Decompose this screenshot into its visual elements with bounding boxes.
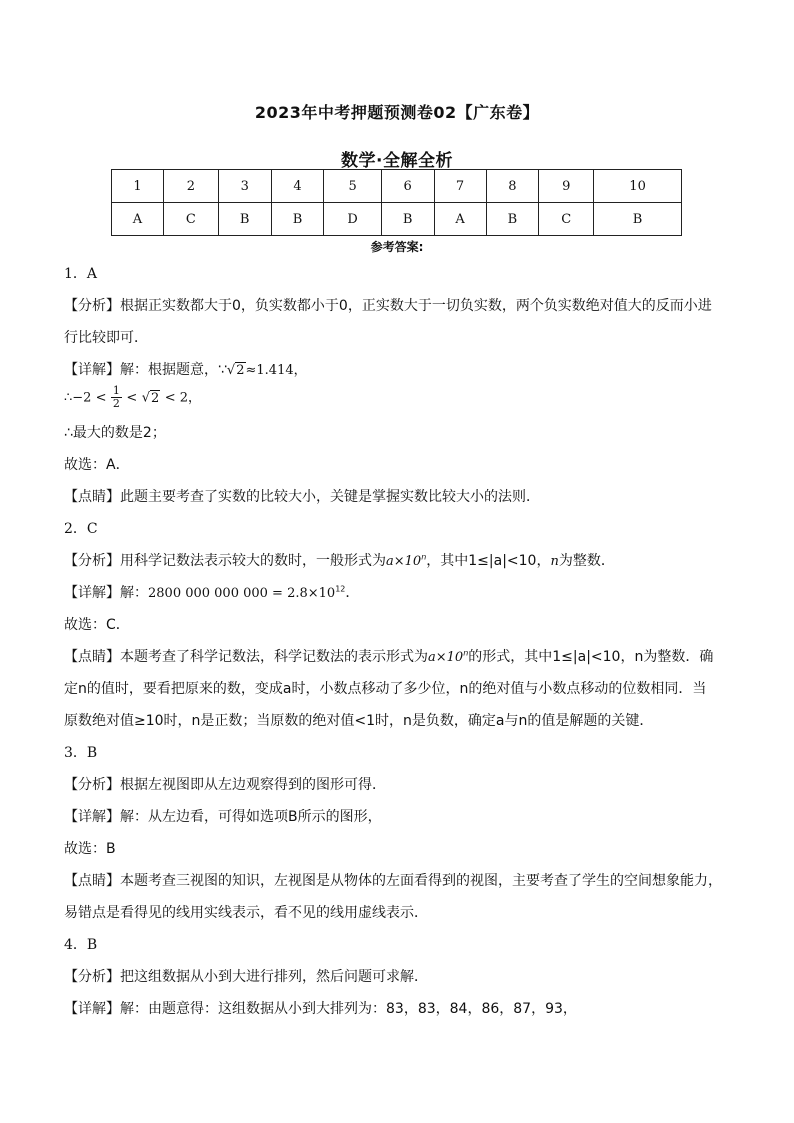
q3-comment-line-2: 易错点是看得见的线用实线表示，看不见的线用虚线表示． [64, 905, 428, 921]
answer-cell: C [539, 203, 594, 236]
q2-heading: 2．C [64, 521, 98, 537]
q2-analysis-n: n [550, 554, 559, 569]
answer-cell: C [163, 203, 218, 236]
q2-detail-tail: ． [345, 585, 360, 601]
q4-heading: 4．B [64, 937, 98, 953]
q1-max-line: ∴最大的数是2； [64, 425, 166, 441]
q1-detail-radicand: 2 [236, 363, 245, 378]
q4-detail-line: 【详解】解：由题意得：这组数据从小到大排列为：83，83，84，86，87，93， [64, 1001, 577, 1017]
answer-table-number-row [112, 170, 682, 203]
answer-cell: A [434, 203, 486, 236]
answer-cell: A [112, 203, 164, 236]
question-number-cell: 3 [218, 170, 271, 203]
q2-detail-expression: 2800 000 000 000 = 2.8×10 [148, 586, 336, 601]
q3-detail-line: 【详解】解：从左边看，可得如选项B所示的图形， [64, 809, 382, 825]
question-number-cell: 4 [271, 170, 324, 203]
question-number-cell: 10 [594, 170, 682, 203]
q2-comment-line-2: 定n的值时，要看把原来的数，变成a时，小数点移动了多少位，n的绝对值与小数点移动的位数相同．当 [64, 681, 707, 697]
sqrt-symbol: √2 [141, 390, 160, 406]
question-number-cell: 2 [163, 170, 218, 203]
q1-ineq-mid: < [126, 390, 138, 406]
answer-cell: B [594, 203, 682, 236]
q4-analysis-line: 【分析】把这组数据从小到大进行排列，然后问题可求解． [64, 969, 428, 985]
q1-ineq-tail: < 2， [164, 390, 202, 406]
q2-analysis-form: a×10 [386, 554, 422, 569]
q1-choose-line: 故选：A． [64, 457, 130, 473]
q2-comment-exponent: n [463, 648, 469, 658]
q1-analysis-line-1: 【分析】根据正实数都大于0，负实数都小于0，正实数大于一切负实数，两个负实数绝对值大的反而小进 [64, 298, 712, 314]
q2-comment-lead: 【点睛】本题考查了科学记数法，科学记数法的表示形式为 [64, 649, 428, 665]
q2-comment-line-1 [64, 646, 713, 666]
question-number-cell: 7 [434, 170, 486, 203]
q1-detail-lead: 【详解】解：根据题意，∵ [64, 362, 227, 378]
q2-analysis-tail: 为整数． [558, 553, 615, 569]
fraction-numerator: 1 [112, 384, 120, 397]
q3-analysis-line: 【分析】根据左视图即从左边观察得到的图形可得． [64, 777, 386, 793]
reference-answer-label: 参考答案: [370, 240, 424, 254]
q3-heading: 3．B [64, 745, 98, 761]
q2-choose-line: 故选：C． [64, 617, 130, 633]
question-number-cell: 9 [539, 170, 594, 203]
answer-cell: B [271, 203, 324, 236]
q2-comment-line-3: 原数绝对值≥10时，n是正数；当原数的绝对值<1时，n是负数，确定a与n的值是解题的关键． [64, 713, 654, 729]
question-number-cell: 8 [486, 170, 539, 203]
q1-heading: 1．A [64, 266, 98, 282]
q1-ineq-radicand: 2 [151, 390, 160, 406]
q2-analysis-line [64, 550, 615, 570]
q1-analysis-line-2: 行比较即可． [64, 330, 148, 346]
answer-table [111, 169, 682, 236]
q2-detail-lead: 【详解】解： [64, 585, 148, 601]
q3-comment-line-1: 【点睛】本题考查三视图的知识，左视图是从物体的左面看得到的视图，主要考查了学生的空间想象能力， [64, 873, 722, 889]
q1-inequality-line [64, 385, 201, 410]
answer-cell: D [324, 203, 381, 236]
sqrt-symbol: √2 [226, 363, 245, 378]
q2-analysis-lead: 【分析】用科学记数法表示较大的数时，一般形式为 [64, 553, 386, 569]
fraction-denominator: 2 [112, 397, 120, 410]
page-title: 2023年中考押题预测卷02【广东卷】 [254, 103, 540, 122]
q2-comment-form: a×10 [428, 650, 464, 665]
answer-table-answer-row [112, 203, 682, 236]
q1-detail-line [64, 359, 307, 379]
answer-cell: B [486, 203, 539, 236]
q2-analysis-mid: ，其中1≤|a|<10， [426, 553, 551, 569]
q2-analysis-exponent: n [421, 552, 427, 562]
q1-ineq-lead: ∴−2 < [64, 390, 107, 406]
q2-detail-exponent: 12 [335, 584, 346, 594]
question-number-cell: 5 [324, 170, 381, 203]
q1-detail-tail: ≈1.414， [245, 363, 307, 378]
fraction-one-half [111, 385, 122, 410]
answer-cell: B [218, 203, 271, 236]
q1-comment-line: 【点睛】此题主要考查了实数的比较大小，关键是掌握实数比较大小的法则． [64, 489, 540, 505]
q2-comment-tail: 的形式，其中1≤|a|<10，n为整数．确 [468, 649, 714, 665]
q2-detail-line [64, 582, 359, 602]
answer-cell: B [381, 203, 434, 236]
q3-choose-line: 故选：B [64, 841, 116, 857]
question-number-cell: 1 [112, 170, 164, 203]
question-number-cell: 6 [381, 170, 434, 203]
page-subtitle: 数学·全解全析 [341, 151, 453, 171]
